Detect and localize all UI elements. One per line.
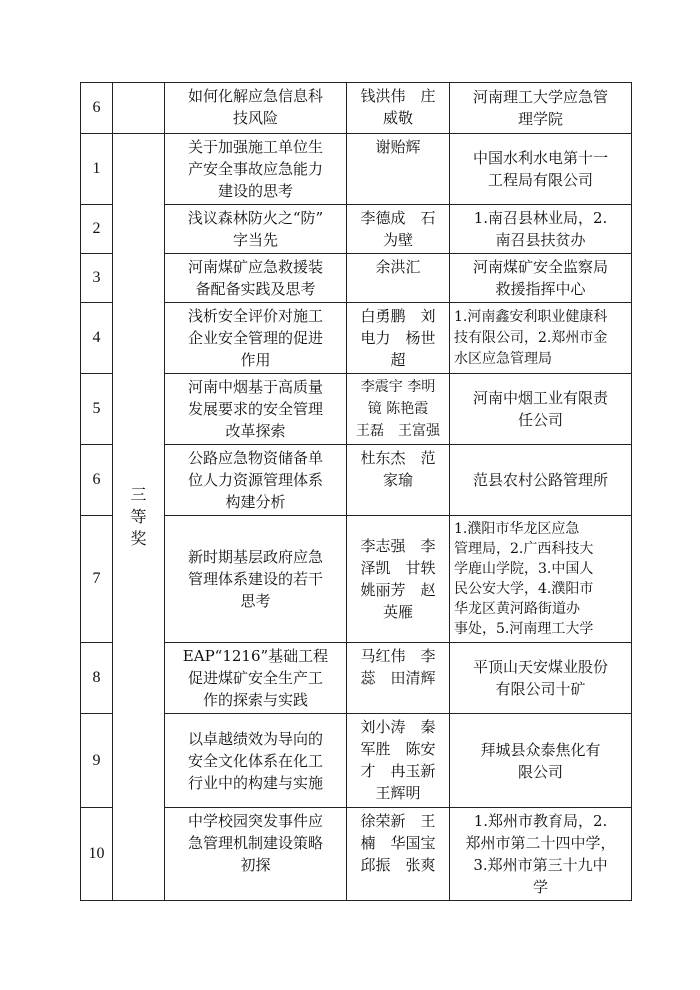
row-number: 2 <box>81 205 113 254</box>
row-number: 8 <box>81 643 113 714</box>
row-number: 6 <box>81 445 113 516</box>
row-number: 5 <box>81 374 113 445</box>
table-row <box>81 83 632 134</box>
award-level: 三等奖 <box>130 485 147 548</box>
organization: 河南煤矿安全监察局 救援指挥中心 <box>450 254 632 303</box>
row-number: 1 <box>81 134 113 205</box>
paper-title: 以卓越绩效为导向的 安全文化体系在化工 行业中的构建与实施 <box>165 714 347 808</box>
paper-title: 公路应急物资储备单 位人力资源管理体系 构建分析 <box>165 445 347 516</box>
organization: 河南中烟工业有限责 任公司 <box>450 374 632 445</box>
authors: 钱洪伟 庄 威敬 <box>347 83 450 134</box>
row-number: 3 <box>81 254 113 303</box>
organization: 范县农村公路管理所 <box>450 445 632 516</box>
authors: 白勇鹏 刘 电力 杨世 超 <box>347 303 450 374</box>
authors: 马红伟 李 蕊 田清辉 <box>347 643 450 714</box>
authors: 刘小涛 秦 军胜 陈安 才 冉玉新 王辉明 <box>347 714 450 808</box>
paper-title: 河南中烟基于高质量 发展要求的安全管理 改革探索 <box>165 374 347 445</box>
row-number: 4 <box>81 303 113 374</box>
authors: 李志强 李 泽凯 甘轶 姚丽芳 赵 英雁 <box>347 516 450 643</box>
organization: 1.河南鑫安利职业健康科 技有限公司，2.郑州市金 水区应急管理局 <box>450 303 632 374</box>
organization: 河南理工大学应急管 理学院 <box>450 83 632 134</box>
award-level-cell <box>113 134 165 901</box>
authors: 余洪汇 <box>347 254 450 303</box>
paper-title: 浅议森林防火之“防” 字当先 <box>165 205 347 254</box>
organization: 1.郑州市教育局，2. 郑州市第二十四中学， 3.郑州市第三十九中 学 <box>450 808 632 901</box>
paper-title: EAP“1216”基础工程 促进煤矿安全生产工 作的探索与实践 <box>165 643 347 714</box>
organization: 中国水利水电第十一 工程局有限公司 <box>450 134 632 205</box>
award-cell-blank <box>113 83 165 134</box>
row-number: 10 <box>81 808 113 901</box>
authors: 李震宇 李明 镜 陈艳霞 王磊 王富强 <box>347 374 450 445</box>
organization: 1.南召县林业局，2. 南召县扶贫办 <box>450 205 632 254</box>
authors: 徐荣新 王 楠 华国宝 邱振 张爽 <box>347 808 450 901</box>
authors: 李德成 石 为壁 <box>347 205 450 254</box>
paper-title: 如何化解应急信息科 技风险 <box>165 83 347 134</box>
row-number: 7 <box>81 516 113 643</box>
paper-title: 浅析安全评价对施工 企业安全管理的促进 作用 <box>165 303 347 374</box>
organization: 拜城县众泰焦化有 限公司 <box>450 714 632 808</box>
table-row <box>81 134 632 205</box>
organization: 1.濮阳市华龙区应急 管理局，2.广西科技大 学鹿山学院，3.中国人 民公安大学，4.濮阳市 华龙区黄河路街道办 事处，5.河南理工大学 <box>450 516 632 643</box>
paper-title: 中学校园突发事件应 急管理机制建设策略 初探 <box>165 808 347 901</box>
paper-title: 新时期基层政府应急 管理体系建设的若干 思考 <box>165 516 347 643</box>
authors: 杜东杰 范 家瑜 <box>347 445 450 516</box>
row-number: 6 <box>81 83 113 134</box>
paper-title: 关于加强施工单位生 产安全事故应急能力 建设的思考 <box>165 134 347 205</box>
authors: 谢贻辉 <box>347 134 450 205</box>
organization: 平顶山天安煤业股份 有限公司十矿 <box>450 643 632 714</box>
row-number: 9 <box>81 714 113 808</box>
paper-title: 河南煤矿应急救援装 备配备实践及思考 <box>165 254 347 303</box>
award-table <box>80 82 632 901</box>
